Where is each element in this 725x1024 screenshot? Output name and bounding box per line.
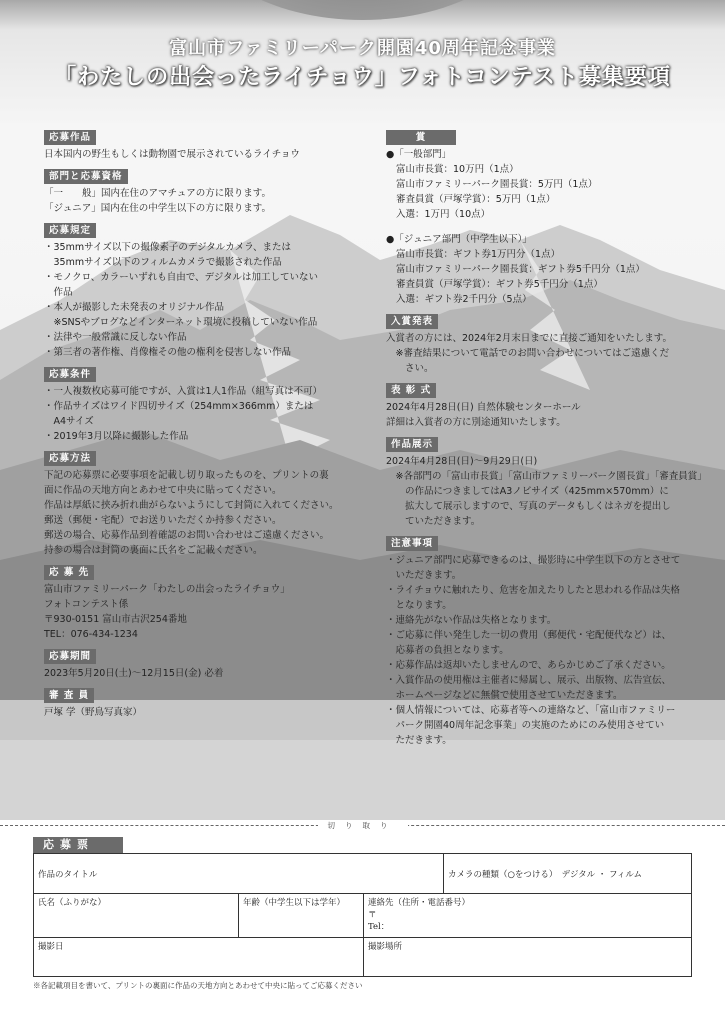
section-address xyxy=(44,565,354,642)
text-line: 郵送の場合、応募作品到着確認のお問い合わせはご遠慮ください。 xyxy=(44,530,330,541)
page-title: 「わたしの出会ったライチョウ」フォトコンテスト募集要項 xyxy=(54,65,671,90)
section-division xyxy=(44,169,354,216)
text-line: 応募者の負担となります。 xyxy=(386,645,509,656)
camera-type-label: カメラの種類（○をつける） デジタル ・ フィルム xyxy=(448,870,643,880)
text-line: 作品は厚紙に挟み折れ曲がらないようにして封筒に入れてください。 xyxy=(44,500,339,511)
camera-type-field[interactable] xyxy=(444,854,691,894)
prize-line: 入選：1万円（10点） xyxy=(396,209,491,220)
prize-group-title: ●「一般部門」 xyxy=(386,149,452,160)
prize-group-title: ●「ジュニア部門（中学生以下）」 xyxy=(386,234,532,245)
prize-line: 富山市長賞：ギフト券1万円分（1点） xyxy=(396,249,561,260)
text-line: ・2019年3月以降に撮影した作品 xyxy=(44,431,189,442)
section-method xyxy=(44,451,354,558)
text-line: ・作品サイズはワイド四切サイズ（254mm×366mm）または xyxy=(44,401,314,412)
text-line: の作品につきましてはA3ノビサイズ（425mm×570mm）に xyxy=(386,486,669,497)
cut-label-text: 切り取り xyxy=(318,821,408,830)
text-line: ・入賞作品の使用権は主催者に帰属し、展示、出版物、広告宣伝、 xyxy=(386,675,672,686)
text-line: 面に作品の天地方向とあわせて中央に貼ってください。 xyxy=(44,485,282,496)
text-line: 35mmサイズ以下のフィルムカメラで撮影された作品 xyxy=(44,257,282,268)
text-line: ・連絡先がない作品は失格となります。 xyxy=(386,615,557,626)
date-field[interactable] xyxy=(34,938,364,976)
text-line: 戸塚 学（野鳥写真家） xyxy=(44,707,143,718)
section-heading: 応募規定 xyxy=(44,223,96,238)
cut-label xyxy=(0,820,725,831)
section-ceremony xyxy=(386,383,691,430)
text-line: ・ライチョウに触れたり、危害を加えたりしたと思われる作品は失格 xyxy=(386,585,680,596)
entry-form xyxy=(33,853,692,977)
text-line: 持参の場合は封筒の裏面に氏名をご記載ください。 xyxy=(44,545,263,556)
section-judge xyxy=(44,688,354,720)
text-line: ・モノクロ、カラーいずれも自由で、デジタルは加工していない xyxy=(44,272,318,283)
age-field[interactable] xyxy=(239,894,364,938)
contact-field[interactable] xyxy=(364,894,691,938)
section-heading: 作品展示 xyxy=(386,437,438,452)
text-line: ただきます。 xyxy=(386,735,452,746)
entry-form-tab: 応募票 xyxy=(33,837,123,853)
section-heading: 審 査 員 xyxy=(44,688,94,703)
text-line: 日本国内の野生もしくは動物園で展示されているライチョウ xyxy=(44,149,300,160)
section-prizes xyxy=(386,130,691,307)
text-line: 作品 xyxy=(44,287,73,298)
text-line: 「一 般」国内在住のアマチュアの方に限ります。 xyxy=(44,188,271,199)
name-field-label: 氏名（ふりがな） xyxy=(38,898,107,908)
text-line: 2023年5月20日(土)〜12月15日(金) 必着 xyxy=(44,668,224,679)
text-line: ・ご応募に伴い発生した一切の費用（郵便代・宅配便代など）は、 xyxy=(386,630,672,641)
right-column xyxy=(386,130,707,755)
text-line: ・個人情報については、応募者等への連絡など、「富山市ファミリー xyxy=(386,705,676,716)
section-heading: 応募作品 xyxy=(44,130,96,145)
text-line: ・ジュニア部門に応募できるのは、撮影時に中学生以下の方とさせて xyxy=(386,555,681,566)
section-notes xyxy=(386,536,691,748)
text-line: ※SNSやブログなどインターネット環境に投稿していない作品 xyxy=(44,317,318,328)
section-heading: 応募方法 xyxy=(44,451,96,466)
section-heading: 応 募 先 xyxy=(44,565,94,580)
date-field-label: 撮影日 xyxy=(38,942,64,952)
postal-mark: 〒 xyxy=(368,910,377,920)
text-line: 入賞者の方には、2024年2月末日までに直接ご通知をいたします。 xyxy=(386,333,672,344)
prize-line: 審査員賞（戸塚学賞）：5万円（1点） xyxy=(396,194,556,205)
section-heading: 賞 xyxy=(386,130,456,145)
place-field[interactable] xyxy=(364,938,691,976)
text-line: ※審査結果について電話でのお問い合わせについてはご遠慮くだ xyxy=(386,348,670,359)
section-rules xyxy=(44,223,354,360)
text-line: 2024年4月28日(日) 自然体験センターホール xyxy=(386,402,581,413)
section-heading: 表 彰 式 xyxy=(386,383,436,398)
text-line: ていただきます。 xyxy=(386,516,481,527)
section-heading: 入賞発表 xyxy=(386,314,438,329)
text-line: ※各部門の「富山市長賞」「富山市ファミリーパーク園長賞」「審査員賞」 xyxy=(386,471,707,482)
title-field[interactable] xyxy=(34,854,444,894)
text-line: 郵送（郵便・宅配）でお送りいただくか持参ください。 xyxy=(44,515,282,526)
tel-label: Tel： xyxy=(368,922,390,932)
place-field-label: 撮影場所 xyxy=(368,942,403,952)
left-column xyxy=(44,130,354,727)
text-line: A4サイズ xyxy=(44,416,94,427)
text-line: ・法律や一般常識に反しない作品 xyxy=(44,332,187,343)
text-line: となります。 xyxy=(386,600,452,611)
form-footnote: ※各記載項目を書いて、プリントの裏面に作品の天地方向とあわせて中央に貼ってご応募ください xyxy=(33,981,363,990)
text-line: 拡大して展示しますので、写真のデータもしくはネガを提出し xyxy=(386,501,671,512)
text-line: ホームページなどに無償で使用させていただきます。 xyxy=(386,690,623,701)
section-heading: 注意事項 xyxy=(386,536,438,551)
text-line: ・35mmサイズ以下の撮像素子のデジタルカメラ、または xyxy=(44,242,292,253)
text-line: さい。 xyxy=(386,363,434,374)
name-field[interactable] xyxy=(34,894,239,938)
text-line: 富山市ファミリーパーク「わたしの出会ったライチョウ」 xyxy=(44,584,290,595)
text-line: ・一人複数枚応募可能ですが、入賞は1人1作品（組写真は不可） xyxy=(44,386,323,397)
section-conditions xyxy=(44,367,354,444)
text-line: ・応募作品は返却いたしませんので、あらかじめご了承ください。 xyxy=(386,660,671,671)
section-works xyxy=(44,130,354,162)
section-heading: 部門と応募資格 xyxy=(44,169,128,184)
section-heading: 応募期間 xyxy=(44,649,96,664)
text-line: 2024年4月28日(日)〜9月29日(日) xyxy=(386,456,538,467)
text-line: フォトコンテスト係 xyxy=(44,599,129,610)
section-announce xyxy=(386,314,691,376)
text-line: 詳細は入賞者の方に別途通知いたします。 xyxy=(386,417,566,428)
prize-line: 審査員賞（戸塚学賞）：ギフト券5千円分（1点） xyxy=(396,279,603,290)
text-line: いただきます。 xyxy=(386,570,462,581)
text-line: 下記の応募票に必要事項を記載し切り取ったものを、プリントの裏 xyxy=(44,470,329,481)
text-line: TEL：076-434-1234 xyxy=(44,629,138,640)
text-line: ・本人が撮影した未発表のオリジナル作品 xyxy=(44,302,225,313)
section-heading: 応募条件 xyxy=(44,367,96,382)
prize-line: 富山市ファミリーパーク園長賞：ギフト券5千円分（1点） xyxy=(396,264,645,275)
page-subtitle: 富山市ファミリーパーク開園40周年記念事業 xyxy=(169,38,556,59)
title-field-label: 作品のタイトル xyxy=(38,870,98,880)
age-field-label: 年齢（中学生以下は学年） xyxy=(243,898,346,908)
text-line: 「ジュニア」国内在住の中学生以下の方に限ります。 xyxy=(44,203,272,214)
text-line: ・第三者の著作権、肖像権その他の権利を侵害しない作品 xyxy=(44,347,292,358)
text-line: 〒930-0151 富山市古沢254番地 xyxy=(44,614,187,625)
text-line: パーク開園40周年記念事業」の実施のためにのみ使用させてい xyxy=(386,720,665,731)
prize-line: 入選：ギフト券2千円分（5点） xyxy=(396,294,532,305)
section-period xyxy=(44,649,354,681)
contact-field-label: 連絡先（住所・電話番号） xyxy=(368,898,471,908)
prize-line: 富山市長賞：10万円（1点） xyxy=(396,164,519,175)
section-exhibit xyxy=(386,437,707,529)
prize-line: 富山市ファミリーパーク園長賞：5万円（1点） xyxy=(396,179,598,190)
